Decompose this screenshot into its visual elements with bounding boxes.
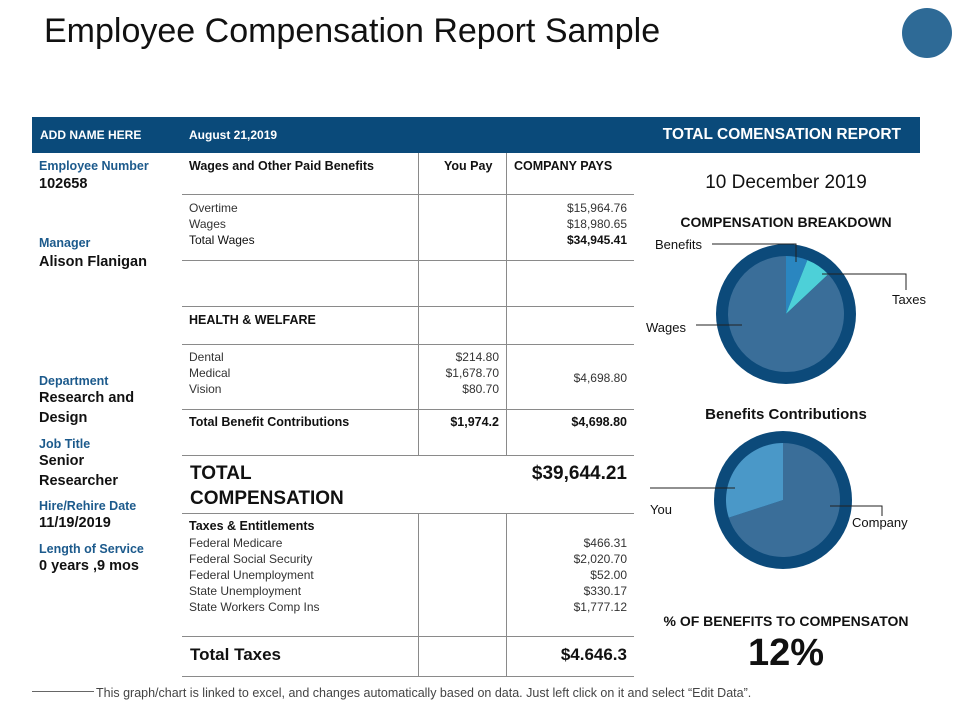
page-title: Employee Compensation Report Sample bbox=[44, 12, 661, 50]
health-you-amount: $214.80 bbox=[455, 350, 499, 364]
employee-number-label: Employee Number bbox=[39, 159, 149, 173]
col-header-company-pays: COMPANY PAYS bbox=[514, 159, 613, 173]
job-title-line2: Researcher bbox=[39, 473, 118, 489]
health-item: Medical bbox=[189, 366, 231, 380]
report-date: 10 December 2019 bbox=[705, 172, 867, 193]
wage-item: Overtime bbox=[189, 201, 238, 215]
tax-company-amount: $1,777.12 bbox=[573, 600, 627, 614]
health-welfare-label: HEALTH & WELFARE bbox=[189, 313, 316, 327]
total-taxes-label: Total Taxes bbox=[190, 645, 282, 664]
tax-company-amount: $466.31 bbox=[583, 536, 627, 550]
benefits-percent-title: % OF BENEFITS TO COMPENSATON bbox=[663, 613, 909, 629]
wage-company-total: $34,945.41 bbox=[566, 233, 627, 247]
department-label: Department bbox=[39, 374, 109, 388]
department-line2: Design bbox=[39, 410, 88, 426]
health-item: Dental bbox=[189, 350, 224, 364]
total-taxes-value: $4.646.3 bbox=[560, 645, 627, 664]
total-comp-value: $39,644.21 bbox=[531, 463, 627, 484]
footer-note: This graph/chart is linked to excel, and changes automatically based on data. Just left click on it and select “Edit Data”. bbox=[96, 686, 752, 700]
manager-name: Alison Flanigan bbox=[39, 254, 147, 270]
department-line1: Research and bbox=[39, 390, 135, 406]
tax-item: Federal Unemployment bbox=[189, 568, 314, 582]
service-length: 0 years ,9 mos bbox=[39, 558, 139, 574]
tax-company-amount: $330.17 bbox=[583, 584, 627, 598]
health-you-amount: $1,678.70 bbox=[445, 366, 499, 380]
footer-divider bbox=[32, 691, 94, 692]
benefits-percent-value: 12% bbox=[747, 632, 825, 674]
compensation-breakdown-pie bbox=[716, 244, 856, 384]
benefit-total-label: Total Benefit Contributions bbox=[189, 415, 350, 429]
health-item: Vision bbox=[189, 382, 222, 396]
hire-date: 11/19/2019 bbox=[39, 515, 111, 531]
tax-company-amount: $52.00 bbox=[590, 568, 627, 582]
report-title-header: TOTAL COMENSATION REPORT bbox=[662, 126, 901, 143]
compensation-breakdown-title: COMPENSATION BREAKDOWN bbox=[680, 214, 892, 230]
wage-item: Total Wages bbox=[189, 233, 255, 247]
health-company-amount: $4,698.80 bbox=[573, 371, 627, 385]
pie-label-wages: Wages bbox=[646, 320, 686, 335]
hire-date-label: Hire/Rehire Date bbox=[39, 499, 137, 513]
employee-name-header: ADD NAME HERE bbox=[40, 128, 142, 142]
employee-number: 102658 bbox=[39, 176, 88, 192]
tax-item: State Workers Comp Ins bbox=[189, 600, 320, 614]
service-length-label: Length of Service bbox=[39, 542, 144, 556]
wage-item: Wages bbox=[189, 217, 226, 231]
job-title-label: Job Title bbox=[39, 437, 91, 451]
report-date-header: August 21,2019 bbox=[189, 128, 278, 142]
tax-item: Federal Social Security bbox=[189, 552, 313, 566]
pie-label-company: Company bbox=[852, 515, 908, 530]
job-title-line1: Senior bbox=[39, 453, 85, 469]
tax-item: State Unemployment bbox=[189, 584, 302, 598]
benefits-contributions-pie bbox=[714, 431, 852, 569]
tax-company-amount: $2,020.70 bbox=[573, 552, 627, 566]
health-you-amount: $80.70 bbox=[462, 382, 499, 396]
col-header-benefits: Wages and Other Paid Benefits bbox=[189, 159, 374, 173]
taxes-title: Taxes & Entitlements bbox=[189, 519, 315, 533]
pie-label-benefits: Benefits bbox=[655, 237, 702, 252]
tax-item: Federal Medicare bbox=[189, 536, 283, 550]
benefit-total-you: $1,974.2 bbox=[450, 415, 499, 429]
total-comp-label-line1: TOTAL bbox=[190, 463, 252, 484]
col-header-you-pay: You Pay bbox=[444, 159, 493, 173]
manager-label: Manager bbox=[39, 236, 91, 250]
benefits-contributions-title: Benefits Contributions bbox=[705, 406, 867, 423]
pie-label-you: You bbox=[650, 502, 672, 517]
pie-label-taxes: Taxes bbox=[892, 292, 926, 307]
wage-company-amount: $15,964.76 bbox=[566, 201, 627, 215]
total-comp-label-line2: COMPENSATION bbox=[190, 488, 344, 509]
wage-company-amount: $18,980.65 bbox=[566, 217, 627, 231]
benefit-total-company: $4,698.80 bbox=[571, 415, 627, 429]
